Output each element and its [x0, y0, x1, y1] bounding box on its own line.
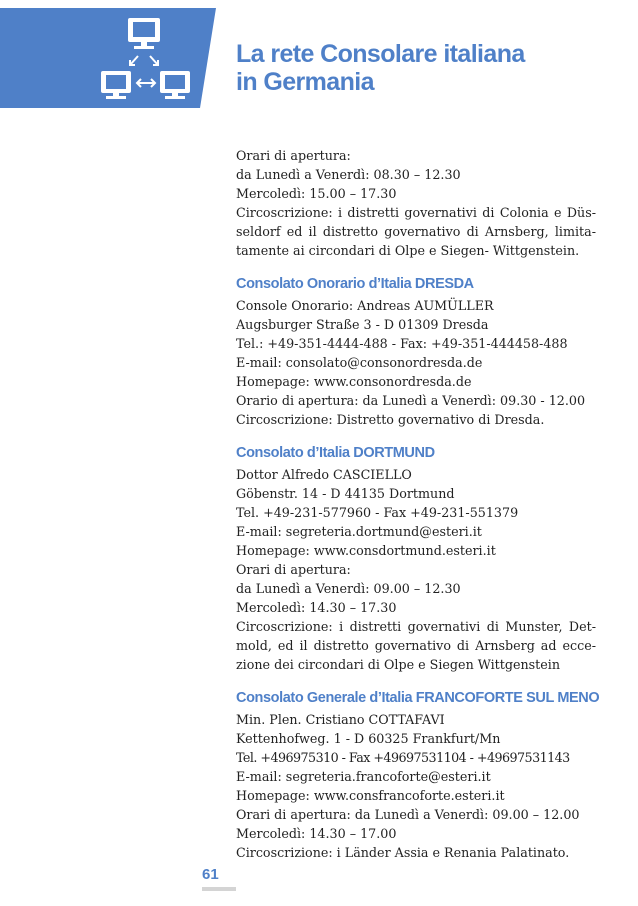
- intro-line: Mercoledì: 15.00 – 17.30: [236, 186, 397, 201]
- consulate-line: Göbenstr. 14 - D 44135 Dortmund: [236, 486, 455, 501]
- intro-line: Circoscrizione: i distretti governativi di Colonia e Düs-: [236, 205, 596, 220]
- consulate-line: Tel.: +49-351-4444-488 - Fax: +49-351-444458-488: [236, 336, 568, 351]
- consulate-line: Mercoledì: 14.30 – 17.00: [236, 826, 397, 841]
- consulate-line: Homepage: www.consdortmund.esteri.it: [236, 543, 496, 558]
- consulate-line: Kettenhofweg. 1 - D 60325 Frankfurt/Mn: [236, 731, 501, 746]
- intro-line: tamente ai circondari di Olpe e Siegen- Wittgenstein.: [236, 243, 580, 258]
- page-number-underline: [202, 887, 236, 891]
- consulate-dortmund: [236, 442, 596, 674]
- page-number: 61: [202, 866, 219, 883]
- consulate-line: Circoscrizione: i distretti governativi di Munster, Det-: [236, 619, 596, 634]
- consulate-francoforte: [236, 687, 600, 862]
- consulate-line: Circoscrizione: i Länder Assia e Renania Palatinato.: [236, 845, 570, 860]
- intro-line: Orari di apertura:: [236, 148, 351, 163]
- consulate-line: Tel. +49-231-577960 - Fax +49-231-551379: [236, 505, 519, 520]
- consulate-line: Tel. +496975310 - Fax +49697531104 - +49697531143: [236, 750, 570, 765]
- consulate-line: da Lunedì a Venerdì: 09.00 – 12.30: [236, 581, 461, 596]
- consulate-line: mold, ed il distretto governativo di Arnsberg ad ecce-: [236, 638, 596, 653]
- consulate-line: Augsburger Straße 3 - D 01309 Dresda: [236, 317, 489, 332]
- consulate-line: Homepage: www.consfrancoforte.esteri.it: [236, 788, 505, 803]
- consulate-line: Homepage: www.consonordresda.de: [236, 374, 472, 389]
- intro-block: [236, 146, 596, 260]
- consulate-line: E-mail: segreteria.dortmund@esteri.it: [236, 524, 482, 539]
- header-banner: [0, 8, 216, 108]
- consulate-line: Orari di apertura:: [236, 562, 351, 577]
- page-title: [236, 40, 525, 96]
- page-title-line-2: in Germania: [236, 68, 374, 96]
- consulate-line: Dottor Alfredo CASCIELLO: [236, 467, 412, 482]
- consulate-line: zione dei circondari di Olpe e Siegen Wittgenstein: [236, 657, 560, 672]
- consulate-line: Min. Plen. Cristiano COTTAFAVI: [236, 712, 445, 727]
- consulate-line: E-mail: segreteria.francoforte@esteri.it: [236, 769, 491, 784]
- consulate-line: Console Onorario: Andreas AUMÜLLER: [236, 298, 494, 313]
- consulate-heading: Consolato Generale d’Italia FRANCOFORTE SUL MENO: [236, 690, 600, 706]
- intro-line: da Lunedì a Venerdì: 08.30 – 12.30: [236, 167, 461, 182]
- intro-line: seldorf ed il distretto governativo di Arnsberg, limita-: [236, 224, 596, 239]
- consulate-line: Mercoledì: 14.30 – 17.30: [236, 600, 397, 615]
- consulate-line: Orario di apertura: da Lunedì a Venerdì: 09.30 - 12.00: [236, 393, 586, 408]
- consulate-line: Orari di apertura: da Lunedì a Venerdì: 09.00 – 12.00: [236, 807, 580, 822]
- consulate-line: Circoscrizione: Distretto governativo di Dresda.: [236, 412, 545, 427]
- consulate-line: E-mail: consolato@consonordresda.de: [236, 355, 483, 370]
- consulate-heading: Consolato Onorario d’Italia DRESDA: [236, 276, 474, 292]
- consulate-dresda: [236, 273, 596, 429]
- page-title-line-1: La rete Consolare italiana: [236, 40, 525, 68]
- consulate-heading: Consolato d’Italia DORTMUND: [236, 445, 435, 461]
- consulates-list: [236, 146, 600, 875]
